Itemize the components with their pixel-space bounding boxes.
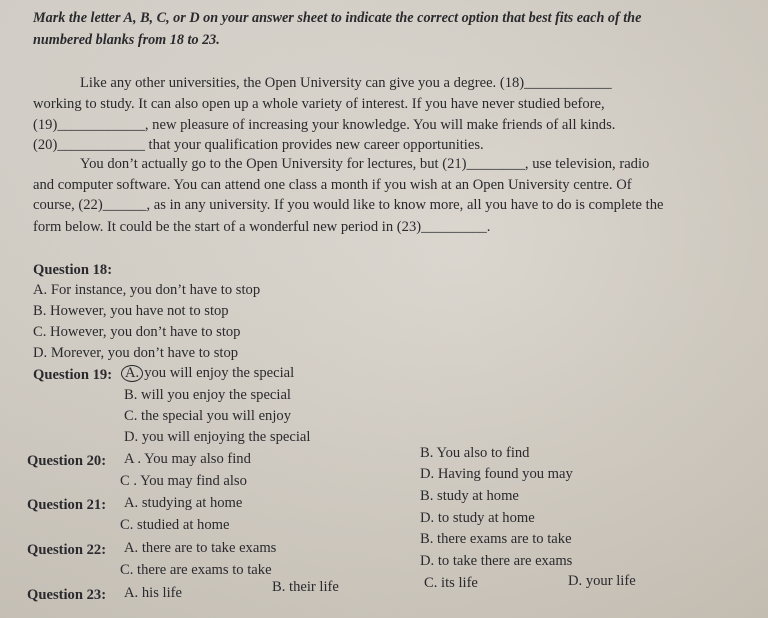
question-21-option-c: C. studied at home [120,517,230,533]
question-21-option-b: B. study at home [420,488,519,504]
passage-line-5: You don’t actually go to the Open University for lectures, but (21)________, use television, radio [80,156,650,172]
question-21-option-a: A. studying at home [124,495,243,511]
question-23-option-d: D. your life [568,573,636,589]
question-20-heading: Question 20: [27,453,107,469]
answer-circle-mark: A. [121,365,143,382]
instructions-line-2: numbered blanks from 18 to 23. [33,32,220,48]
question-20-option-c: C . You may find also [120,473,247,489]
question-18-option-c: C. However, you don’t have to stop [33,324,241,340]
question-18-option-a: A. For instance, you don’t have to stop [33,282,261,298]
question-23-option-a: A. his life [124,585,182,601]
question-23-option-b: B. their life [272,579,339,595]
question-19-heading: Question 19: [33,367,113,383]
question-19-option-c: C. the special you will enjoy [124,408,291,424]
question-19-option-d: D. you will enjoying the special [124,429,311,445]
question-22-option-c: C. there are exams to take [120,562,272,578]
passage-line-7: course, (22)______, as in any university. If you would like to know more, all you have to do is complete the [33,197,664,213]
question-22-option-b: B. there exams are to take [420,531,572,547]
question-23-heading: Question 23: [27,587,107,603]
passage-line-2: working to study. It can also open up a whole variety of interest. If you have never studied before, [33,96,605,112]
question-21-heading: Question 21: [27,497,107,513]
passage-line-1: Like any other universities, the Open University can give you a degree. (18)____________ [80,75,612,91]
question-19-option-b: B. will you enjoy the special [124,387,291,403]
question-22-heading: Question 22: [27,542,107,558]
passage-line-6: and computer software. You can attend one class a month if you wish at an Open University centre. Of [33,177,632,193]
question-20-option-d: D. Having found you may [420,466,573,482]
question-18-heading: Question 18: [33,262,113,278]
passage-line-8: form below. It could be the start of a wonderful new period in (23)_________. [33,219,491,235]
question-19-option-a [121,364,294,382]
question-18-option-b: B. However, you have not to stop [33,303,229,319]
passage-line-3: (19)____________, new pleasure of increasing your knowledge. You will make friends of all kinds. [33,117,616,133]
question-19-option-a-text: you will enjoy the special [144,365,295,381]
question-18-option-d: D. Morever, you don’t have to stop [33,345,239,361]
question-21-option-d: D. to study at home [420,510,535,526]
question-23-option-c: C. its life [424,575,478,591]
passage-line-4: (20)____________ that your qualification provides new career opportunities. [33,137,484,153]
question-22-option-a: A. there are to take exams [124,540,277,556]
question-20-option-a: A . You may also find [124,451,251,467]
question-22-option-d: D. to take there are exams [420,553,573,569]
instructions-line-1: Mark the letter A, B, C, or D on your answer sheet to indicate the correct option that best fits each of the [33,10,642,26]
question-20-option-b: B. You also to find [420,445,530,461]
